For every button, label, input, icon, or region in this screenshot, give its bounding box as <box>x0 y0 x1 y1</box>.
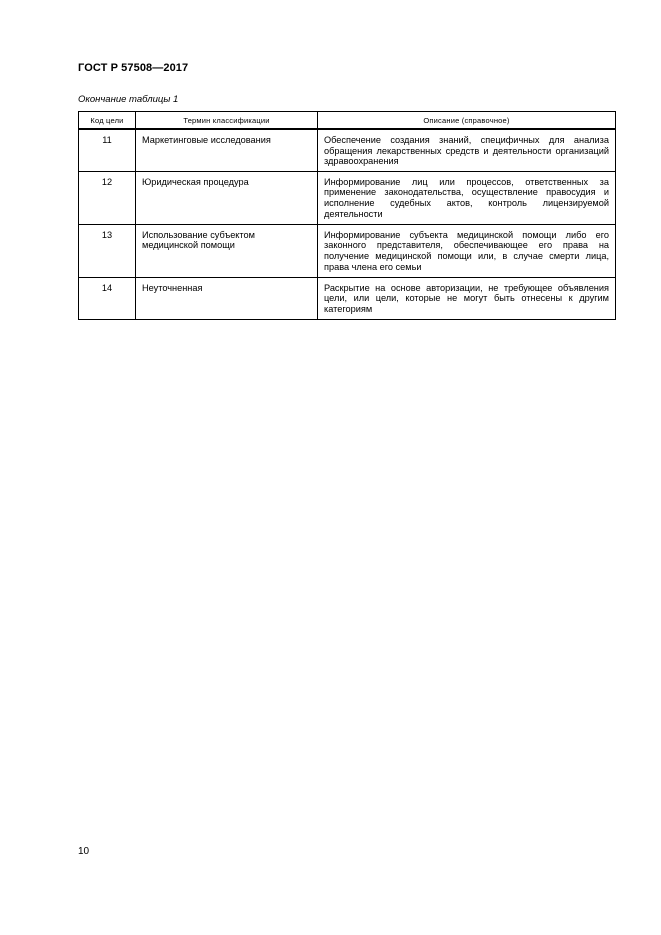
cell-description: Информирование субъекта медицинской помощи либо его законного представителя, обеспечивающее его права на получение медицинской помощи или, в случае смерти лица, права члена его семьи <box>318 224 616 277</box>
cell-code: 14 <box>79 277 136 319</box>
cell-description: Обеспечение создания знаний, специфичных для анализа обращения лекарственных средств и деятельности организаций здравоохранения <box>318 129 616 171</box>
column-header-code: Код цели <box>79 112 136 130</box>
table-row <box>79 129 616 171</box>
page-number: 10 <box>78 846 90 857</box>
cell-term: Юридическая процедура <box>136 171 318 224</box>
cell-term: Использование субъектом медицинской помощи <box>136 224 318 277</box>
cell-term: Маркетинговые исследования <box>136 129 318 171</box>
table-row <box>79 171 616 224</box>
column-header-description: Описание (справочное) <box>318 112 616 130</box>
table-row <box>79 277 616 319</box>
cell-code: 13 <box>79 224 136 277</box>
cell-term: Неуточненная <box>136 277 318 319</box>
table-header <box>79 112 616 130</box>
classification-table <box>78 111 616 320</box>
table-caption: Окончание таблицы 1 <box>78 94 179 105</box>
cell-description: Раскрытие на основе авторизации, не требующее объявления цели, или цели, которые не могут быть отнесены к другим категориям <box>318 277 616 319</box>
table-row <box>79 224 616 277</box>
cell-code: 12 <box>79 171 136 224</box>
table-body <box>79 129 616 319</box>
standard-header: ГОСТ Р 57508—2017 <box>78 62 189 74</box>
column-header-term: Термин классификации <box>136 112 318 130</box>
table-header-row <box>79 112 616 130</box>
cell-code: 11 <box>79 129 136 171</box>
cell-description: Информирование лиц или процессов, ответственных за применение законодательства, осуществление правосудия и исполнение судебных актов, контроль лицензируемой деятельности <box>318 171 616 224</box>
